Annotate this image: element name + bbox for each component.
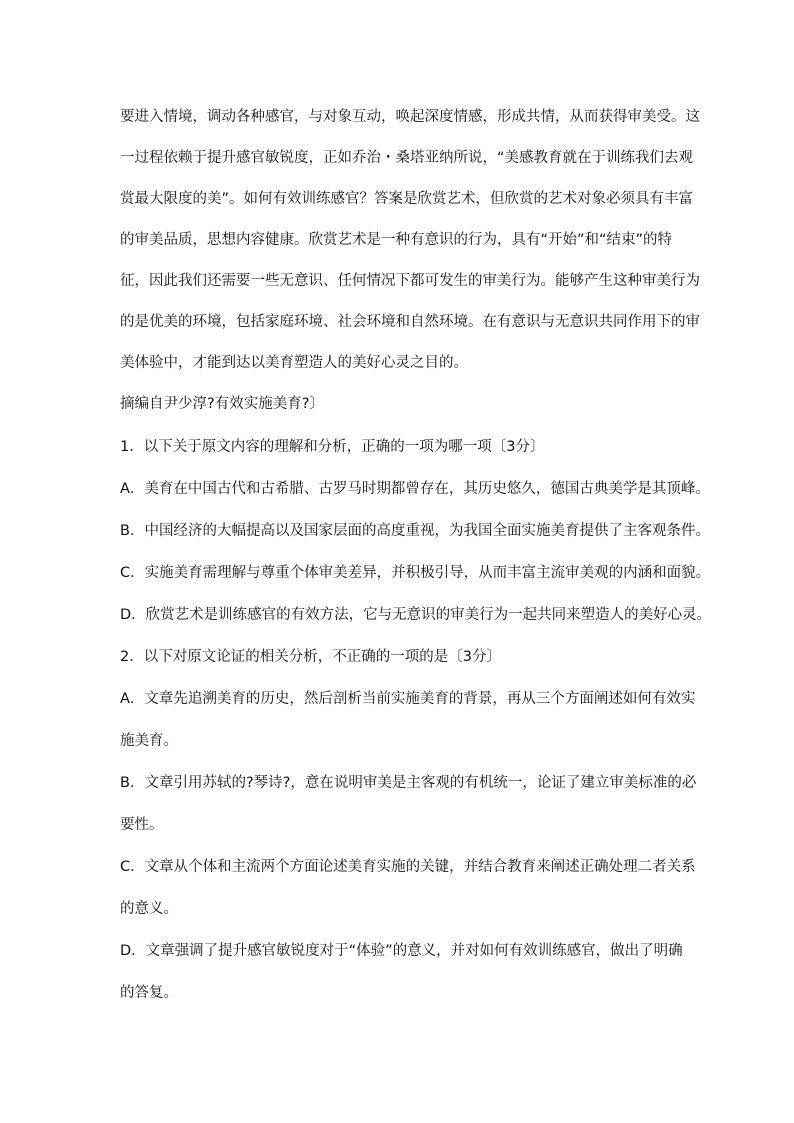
question-1-stem: 1．以下关于原文内容的理解和分析，正确的一项为哪一项〔3分〕 — [120, 439, 545, 455]
question-1-option-b: B．中国经济的大幅提高以及国家层面的高度重视，为我国全面实施美育提供了主客观条件。 — [120, 523, 710, 539]
question-2-option-c: C．文章从个体和主流两个方面论述美育实施的关键，并结合教育来阐述正确处理二者关系 — [120, 859, 696, 875]
passage-source: 摘编自尹少淳?有效实施美育?〕 — [120, 396, 324, 412]
question-1-option-a: A．美育在中国古代和古希腊、古罗马时期都曾存在，其历史悠久，德国古典美学是其顶峰。 — [120, 481, 710, 497]
passage-line: 一过程依赖于提升感官敏锐度，正如乔治・桑塔亚纳所说，“美感教育就在于训练我们去观 — [120, 150, 694, 166]
passage-line: 的审美品质，思想内容健康。欣赏艺术是一种有意识的行为，具有“开始”和“结束”的特 — [120, 232, 673, 248]
question-2-option-d: D．文章强调了提升感官敏锐度对于“体验”的意义，并对如何有效训练感官，做出了明确 — [120, 943, 683, 959]
passage-line: 征，因此我们还需要一些无意识、任何情况下都可发生的审美行为。能够产生这种审美行为 — [120, 273, 700, 289]
question-1-option-c: C．实施美育需理解与尊重个体审美差异，并积极引导，从而丰富主流审美观的内涵和面貌。 — [120, 565, 711, 581]
passage-line: 要进入情境，调动各种感官，与对象互动，唤起深度情感，形成共情，从而获得审美受。这 — [120, 109, 700, 125]
question-1-option-d: D．欣赏艺术是训练感官的有效方法，它与无意识的审美行为一起共同来塑造人的美好心灵。 — [120, 607, 712, 623]
passage-line: 美体验中，才能到达以美育塑造人的美好心灵之目的。 — [120, 355, 468, 371]
question-2-option-a: A．文章先追溯美育的历史，然后剖析当前实施美育的背景，再从三个方面阐述如何有效实 — [120, 691, 696, 707]
question-2-option-d-cont: 的答复。 — [120, 985, 178, 1001]
question-2-option-b-cont: 要性。 — [120, 817, 164, 833]
question-2-option-a-cont: 施美育。 — [120, 733, 178, 749]
question-2-option-c-cont: 的意义。 — [120, 901, 178, 917]
passage-line: 的是优美的环境，包括家庭环境、社会环境和自然环境。在有意识与无意识共同作用下的审 — [120, 314, 700, 330]
passage-line: 赏最大限度的美”。如何有效训练感官？答案是欣赏艺术，但欣赏的艺术对象必须具有丰富 — [120, 191, 694, 207]
question-2-option-b: B．文章引用苏轼的?琴诗?，意在说明审美是主客观的有机统一，论证了建立审美标准的必 — [120, 775, 697, 791]
question-2-stem: 2．以下对原文论证的相关分析，不正确的一项的是〔3分〕 — [120, 649, 501, 665]
